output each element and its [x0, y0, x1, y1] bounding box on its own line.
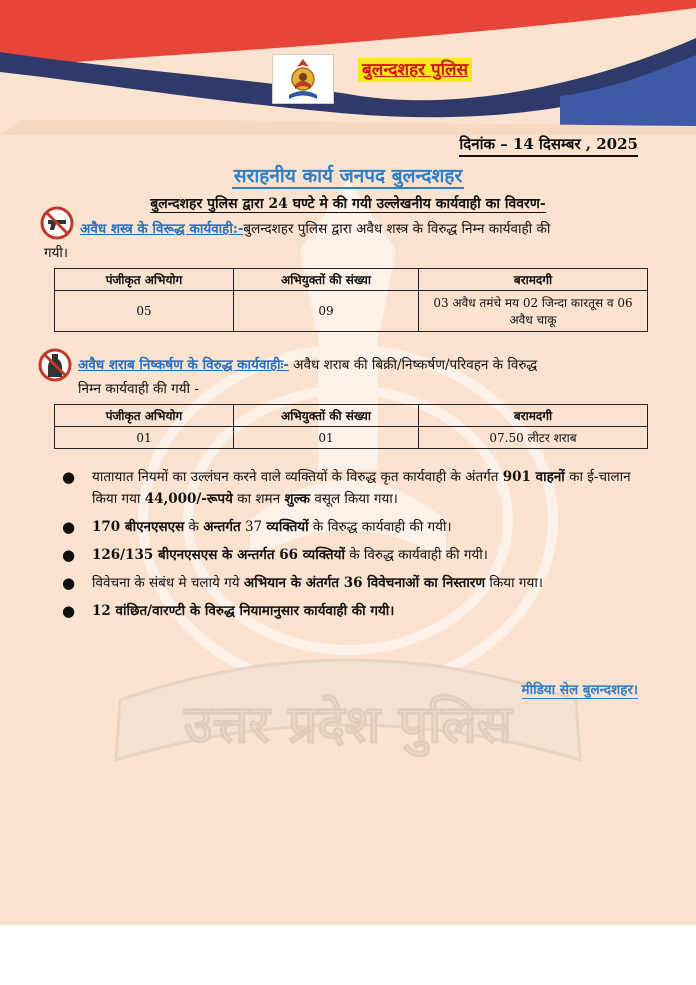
section1-heading: अवैध शस्त्र के विरूद्ध कार्यवाही:-बुलन्दशहर पुलिस द्वारा अवैध शस्त्र के विरुद्ध निम्न कार्यवाही की — [80, 221, 551, 237]
section1-text-line2: गयी। — [44, 245, 69, 261]
list-item: ● यातायात नियमों का उल्लंघन करने वाले व्यक्तियों के विरुद्ध कृत कार्यवाही के अंतर्गत 901 वाहनों का ई-चालान किया गया 44,000/-रूपये का शमन शुल्क वसूल किया गया। — [62, 468, 631, 507]
illegal-liquor-table — [54, 404, 648, 449]
cell-recovery: 03 अवैध तमंचे मय 02 जिन्दा कारतूस व 06 अवैध चाकू — [419, 291, 648, 332]
illegal-arms-table — [54, 268, 648, 332]
no-gun-icon — [40, 206, 74, 240]
table-row — [55, 291, 648, 332]
table-header-row — [55, 405, 648, 427]
cell-recovery: 07.50 लीटर शराब — [419, 427, 648, 449]
table-row — [55, 427, 648, 449]
list-item: ● 170 बीएनएसएस के अन्तर्गत 37 व्यक्तियों के विरुद्ध कार्यवाही की गयी। — [62, 518, 452, 536]
col-header-registered-cases: पंजीकृत अभियोग — [55, 405, 234, 427]
col-header-accused-count: अभियुक्तों की संख्या — [234, 269, 419, 291]
date-line: दिनांक – 14 दिसम्बर , 2025 — [459, 134, 638, 157]
col-header-accused-count: अभियुक्तों की संख्या — [234, 405, 419, 427]
media-cell-signature: मीडिया सेल बुलन्दशहर। — [521, 682, 638, 698]
cell-registered-cases: 01 — [55, 427, 234, 449]
bullet-dot: ● — [62, 468, 76, 486]
list-item: ● 12 वांछित/वारण्टी के विरुद्ध नियामानुसार कार्यवाही की गयी। — [62, 602, 395, 620]
action-bullet-list — [62, 466, 642, 628]
list-item: ● 126/135 बीएनएसएस के अन्तर्गत 66 व्यक्तियों के विरुद्ध कार्यवाही की गयी। — [62, 546, 488, 564]
cell-registered-cases: 05 — [55, 291, 234, 332]
cell-accused-count: 09 — [234, 291, 419, 332]
section2-text-line2: निम्न कार्यवाही की गयी - — [78, 381, 199, 397]
bullet-dot: ● — [62, 518, 76, 536]
page-title: सराहनीय कार्य जनपद बुलन्दशहर — [233, 165, 463, 187]
col-header-recovery: बरामदगी — [419, 405, 648, 427]
bullet-dot: ● — [62, 602, 76, 620]
section2-heading: अवैध शराब निष्कर्षण के विरुद्ध कार्यवाहीः- अवैध शराब की बिक्री/निष्कर्षण/परिवहन के विरुद्ध — [78, 357, 538, 373]
col-header-recovery: बरामदगी — [419, 269, 648, 291]
bullet-dot: ● — [62, 574, 76, 592]
no-alcohol-icon — [38, 348, 72, 382]
watermark-text: उत्तर प्रदेश पुलिस — [184, 695, 512, 755]
list-item: ● विवेचना के संबंध मे चलाये गये अभियान के अंतर्गत 36 विवेचनाओं का निस्तारण किया गया। — [62, 574, 543, 592]
col-header-registered-cases: पंजीकृत अभियोग — [55, 269, 234, 291]
table-header-row — [55, 269, 648, 291]
cell-accused-count: 01 — [234, 427, 419, 449]
page-subtitle: बुलन्दशहर पुलिस द्वारा 24 घण्टे मे की गयी उल्लेखनीय कार्यवाही का विवरण- — [150, 196, 546, 212]
up-police-emblem — [272, 54, 334, 104]
brand-title: बुलन्दशहर पुलिस — [358, 58, 472, 82]
bullet-dot: ● — [62, 546, 76, 564]
